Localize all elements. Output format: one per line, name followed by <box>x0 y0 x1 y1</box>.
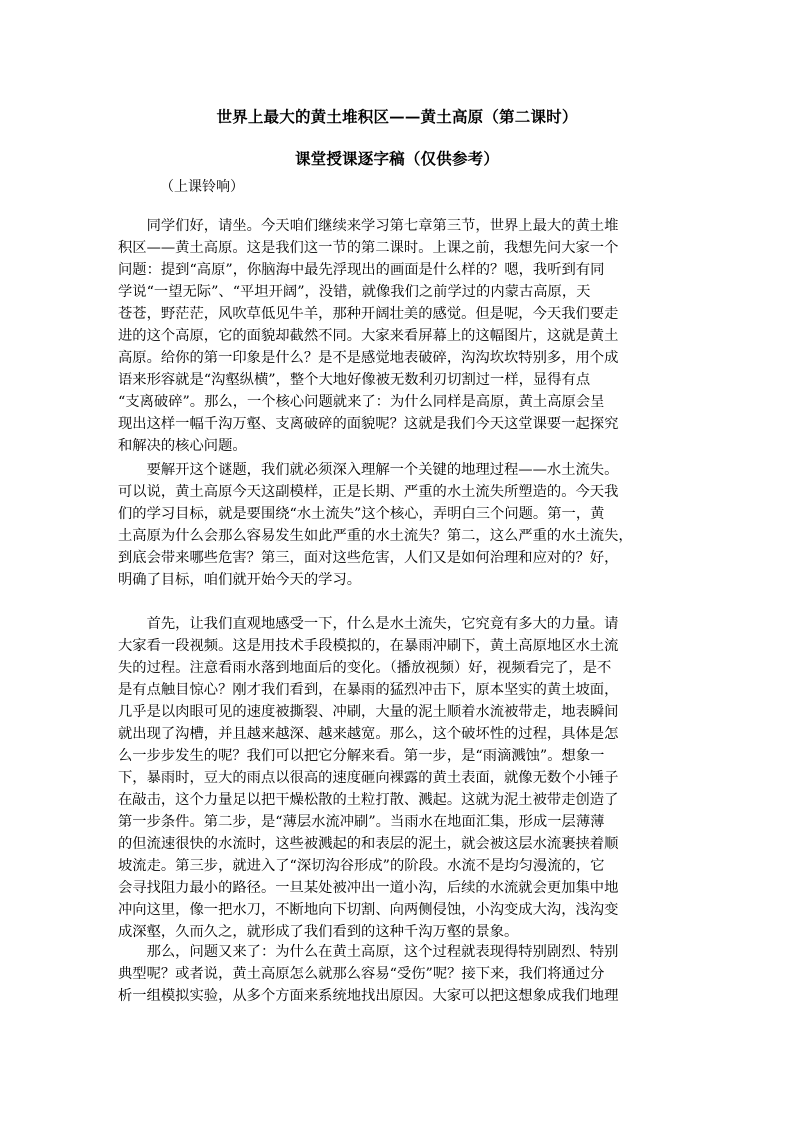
paragraph-line: 同学们好，请坐。今天咱们继续来学习第七章第三节，世界上最大的黄土堆 <box>118 218 619 234</box>
paragraph-line: 高原。给你的第一印象是什么？是不是感觉地表破碎，沟沟坎坎特别多，用个成 <box>118 350 619 366</box>
paragraph-3 <box>118 613 678 943</box>
paragraph-line: 是有点触目惊心？刚才我们看到，在暴雨的猛烈冲击下，原本坚实的黄土坡面， <box>118 682 619 698</box>
paragraph-line: 几乎是以肉眼可见的速度被撕裂、冲刷，大量的泥土顺着水流被带走，地表瞬间 <box>118 704 619 720</box>
paragraph-line: 问题：提到“高原”，你脑海中最先浮现出的画面是什么样的？嗯，我听到有同 <box>118 262 605 278</box>
paragraph-2 <box>118 459 678 591</box>
paragraph-1 <box>118 215 678 457</box>
paragraph-4 <box>118 941 678 1007</box>
paragraph-line: 到底会带来哪些危害？第三，面对这些危害，人们又是如何治理和应对的？好， <box>118 550 619 566</box>
paragraph-line: 冲向这里，像一把水刀，不断地向下切割、向两侧侵蚀，小沟变成大沟，浅沟变 <box>118 902 619 918</box>
paragraph-line: 语来形容就是“沟壑纵横”，整个大地好像被无数利刃切割过一样，显得有点 <box>118 372 591 388</box>
paragraph-line: “支离破碎”。那么，一个核心问题就来了：为什么同样是高原，黄土高原会呈 <box>118 394 605 410</box>
paragraph-line: 明确了目标，咱们就开始今天的学习。 <box>118 572 362 588</box>
paragraph-line: 坡流走。第三步，就进入了“深切沟谷形成”的阶段。水流不是均匀漫流的，它 <box>118 858 605 874</box>
paragraph-line: 苍苍，野茫茫，风吹草低见牛羊，那种开阔壮美的感觉。但是呢，今天我们要走 <box>118 306 619 322</box>
paragraph-line: 第一步条件。第二步，是“薄层水流冲刷”。当雨水在地面汇集，形成一层薄薄 <box>118 814 605 830</box>
paragraph-line: 的但流速很快的水流时，这些被溅起的和表层的泥土，就会被这层水流裹挟着顺 <box>118 836 619 852</box>
paragraph-line: 积区——黄土高原。这是我们这一节的第二课时。上课之前，我想先问大家一个 <box>118 240 619 256</box>
paragraph-line: 么一步步发生的呢？我们可以把它分解来看。第一步，是“雨滴溅蚀”。想象一 <box>118 748 605 764</box>
paragraph-line: 土高原为什么会那么容易发生如此严重的水土流失？第二，这么严重的水土流失， <box>118 528 633 544</box>
paragraph-line: 会寻找阻力最小的路径。一旦某处被冲出一道小沟，后续的水流就会更加集中地 <box>118 880 619 896</box>
paragraph-line: 和解决的核心问题。 <box>118 438 247 454</box>
paragraph-line: 首先，让我们直观地感受一下，什么是水土流失，它究竟有多大的力量。请 <box>118 616 619 632</box>
paragraph-line: 大家看一段视频。这是用技术手段模拟的，在暴雨冲刷下，黄土高原地区水土流 <box>118 638 619 654</box>
paragraph-line: 成深壑，久而久之，就形成了我们看到的这种千沟万壑的景象。 <box>118 924 519 940</box>
paragraph-line: 那么，问题又来了：为什么在黄土高原，这个过程就表现得特别剧烈、特别 <box>118 944 619 960</box>
paragraph-line: 学说“一望无际”、“平坦开阔”，没错，就像我们之前学过的内蒙古高原，天 <box>118 284 591 300</box>
document-subtitle: 课堂授课逐字稿（仅供参考） <box>294 149 500 168</box>
paragraph-line: 析一组模拟实验，从多个方面来系统地找出原因。大家可以把这想象成我们地理 <box>118 988 619 1004</box>
document-title: 世界上最大的黄土堆积区——黄土高原（第二课时） <box>216 107 578 126</box>
paragraph-line: 就出现了沟槽，并且越来越深、越来越宽。那么，这个破坏性的过程，具体是怎 <box>118 726 619 742</box>
paragraph-line: 要解开这个谜题，我们就必须深入理解一个关键的地理过程——水土流失。 <box>118 462 619 478</box>
paragraph-line: 下，暴雨时，豆大的雨点以很高的速度砸向裸露的黄土表面，就像无数个小锤子 <box>118 770 619 786</box>
paragraph-line: 可以说，黄土高原今天这副模样，正是长期、严重的水土流失所塑造的。今天我 <box>118 484 619 500</box>
stage-direction: （上课铃响） <box>160 179 244 195</box>
paragraph-line: 现出这样一幅千沟万壑、支离破碎的面貌呢？这就是我们今天这堂课要一起探究 <box>118 416 619 432</box>
paragraph-line: 典型呢？或者说，黄土高原怎么就那么容易“受伤”呢？接下来，我们将通过分 <box>118 966 605 982</box>
paragraph-line: 们的学习目标，就是要围绕“水土流失”这个核心，弄明白三个问题。第一，黄 <box>118 506 605 522</box>
paragraph-line: 失的过程。注意看雨水落到地面后的变化。（播放视频）好，视频看完了，是不 <box>118 660 612 676</box>
paragraph-line: 进的这个高原，它的面貌却截然不同。大家来看屏幕上的这幅图片，这就是黄土 <box>118 328 619 344</box>
paragraph-line: 在敲击，这个力量足以把干燥松散的土粒打散、溅起。这就为泥土被带走创造了 <box>118 792 619 808</box>
